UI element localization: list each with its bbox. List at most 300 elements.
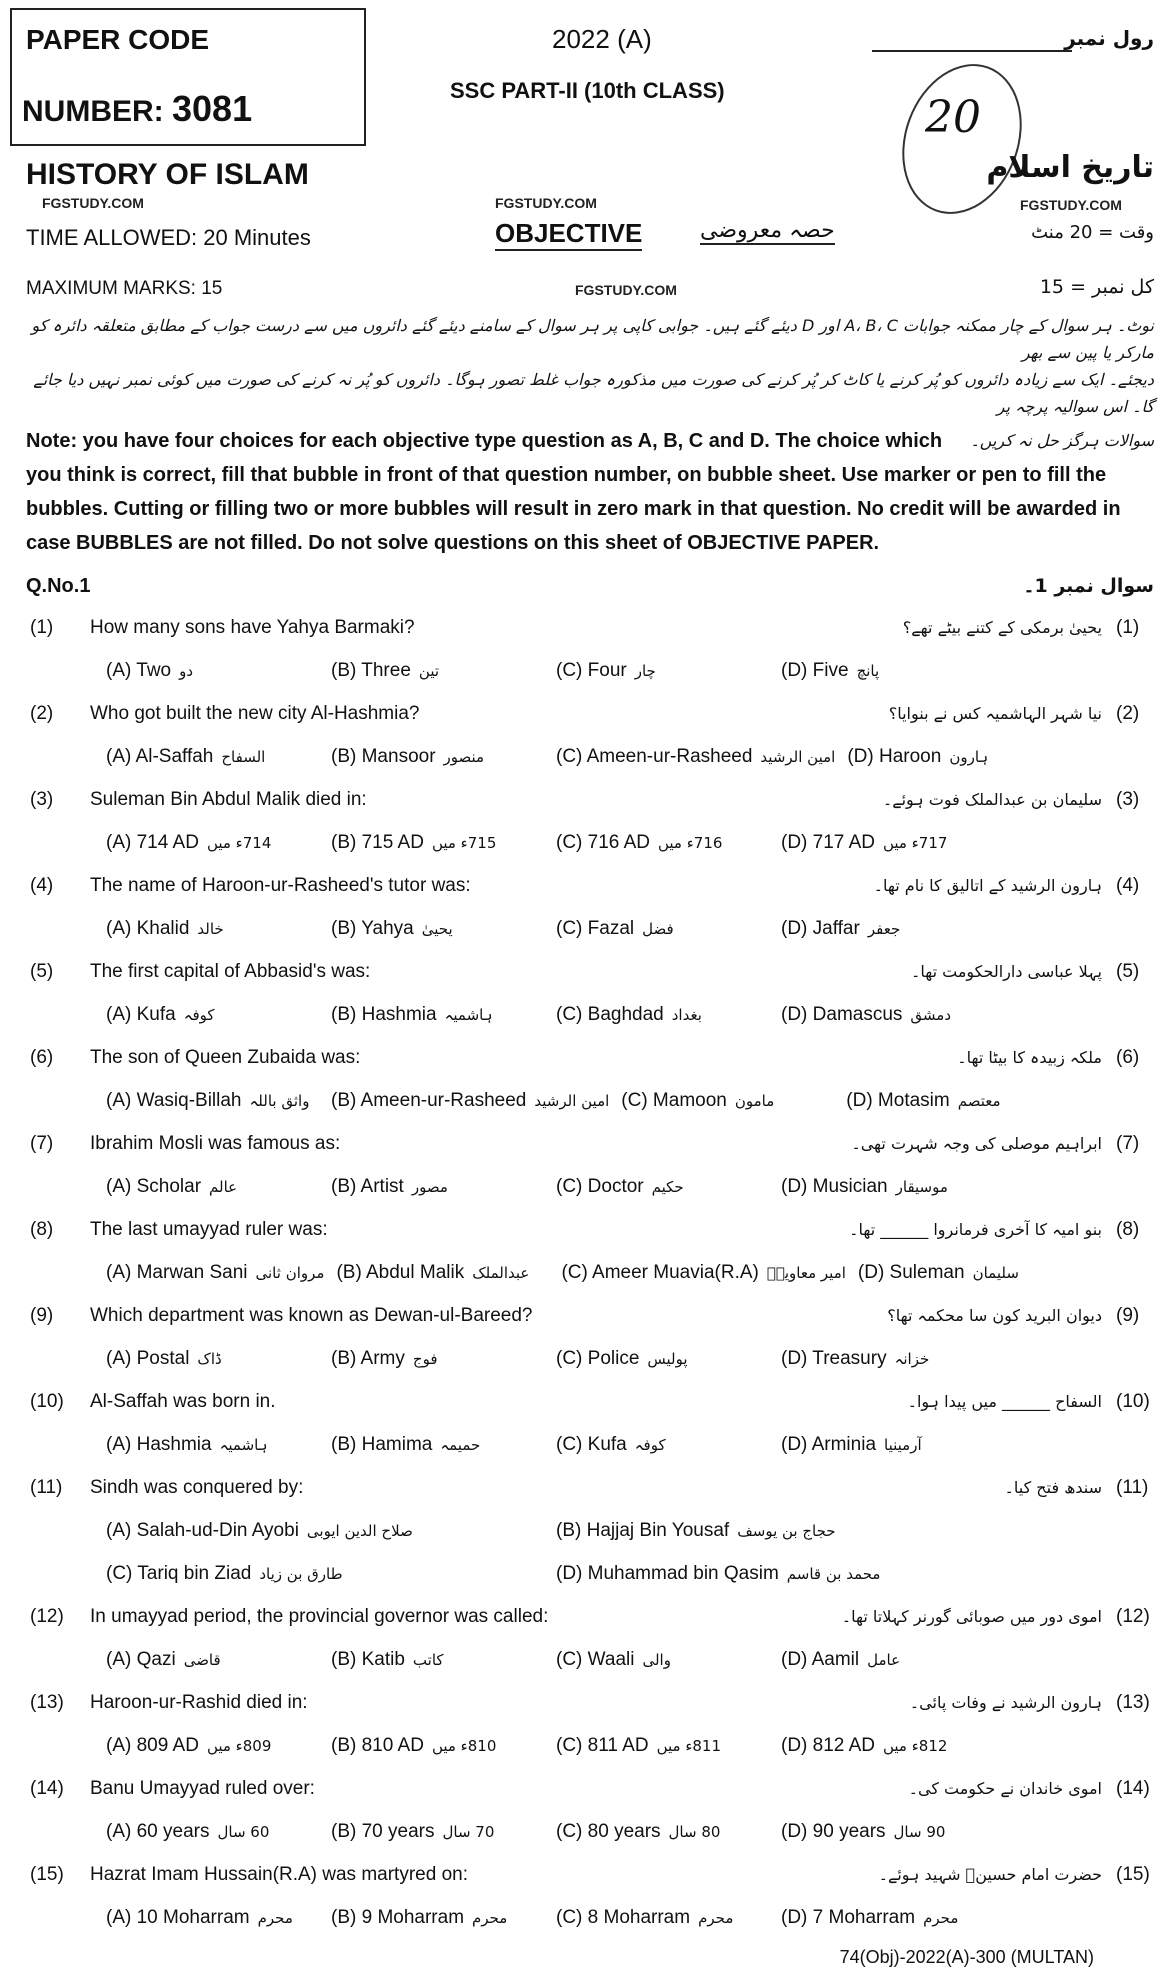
note-english: Note: you have four choices for each objective type question as A, B, C and D. The choice which you think is correct, fill that bubble in front of that question number, on bubble sheet. Use marker or pen to fill the bubbles. Cutting or filling two or more bubbles will result in zero mark in that question. No credit will be awarded in case BUBBLES are not filled. Do not solve questions on this sheet of OBJECTIVE PAPER. (26, 430, 1121, 554)
option-text: (B) Artist (331, 1175, 404, 1197)
question-number: (4) (30, 874, 54, 896)
question-row (0, 1294, 1174, 1337)
option-text: (D) Arminia (781, 1433, 877, 1455)
answer-option (556, 1004, 781, 1026)
answer-option (556, 1563, 1006, 1585)
question-item (0, 950, 1174, 1036)
answer-option (106, 660, 331, 682)
option-text: (A) Al-Saffah (106, 745, 214, 767)
note-urdu-2: دیجئے۔ ایک سے زیادہ دائروں کو پُر کرنے یا کاٹ کر پُر کرنے کی صورت میں مذکورہ جواب غلط تصور ہوگا۔ دائروں کو پُر نہ کرنے کی صورت میں کوئی نمبر نہیں دیا جائے گا۔ اس سوالیہ پرچہ پر (33, 370, 1154, 416)
note-urdu-3: سوالات ہرگز حل نہ کریں۔ (970, 431, 1154, 450)
option-text: (D) Motasim (846, 1089, 950, 1111)
question-item (0, 1595, 1174, 1681)
option-text: (D) Jaffar (781, 917, 860, 939)
option-text-urdu: 811ء میں (656, 1736, 722, 1755)
question-item (0, 1681, 1174, 1767)
answer-option (847, 746, 1072, 768)
question-text: In umayyad period, the provincial governor was called: (90, 1605, 549, 1627)
option-text-urdu: محرم (472, 1908, 508, 1927)
watermark: FGSTUDY.COM (575, 282, 677, 298)
answer-option (621, 1090, 846, 1112)
footer-code: 74(Obj)-2022(A)-300 (MULTAN) (839, 1947, 1094, 1967)
answer-option (556, 1176, 781, 1198)
class: SSC PART-II (10th CLASS) (450, 78, 725, 103)
question-item (0, 778, 1174, 864)
option-text: (D) 812 AD (781, 1734, 875, 1756)
question-text-urdu: ہارون الرشید نے وفات پائی۔ (909, 1693, 1102, 1712)
answer-option (106, 1348, 331, 1370)
question-text: Banu Umayyad ruled over: (90, 1777, 315, 1799)
option-text: (D) Aamil (781, 1648, 860, 1670)
options-row (0, 1251, 1174, 1294)
question-row (0, 606, 1174, 649)
question-row (0, 1595, 1174, 1638)
options-row (0, 1337, 1174, 1380)
option-text-urdu: ہارون (949, 747, 989, 766)
answer-option (331, 1649, 556, 1671)
question-text: The son of Queen Zubaida was: (90, 1046, 361, 1068)
answer-option (106, 918, 331, 940)
question-number-right: (8) (1116, 1218, 1140, 1240)
option-text-urdu: امین الرشید (760, 747, 836, 766)
option-text: (C) Four (556, 659, 627, 681)
answer-option (106, 1907, 331, 1929)
answer-option (106, 1004, 331, 1026)
question-row (0, 1036, 1174, 1079)
number-label: NUMBER: (22, 95, 164, 128)
question-row (0, 1208, 1174, 1251)
question-heading-row (26, 566, 1154, 606)
option-text-urdu: والی (642, 1650, 671, 1669)
option-text-urdu: عبدالملک (472, 1263, 530, 1282)
option-text: (D) 717 AD (781, 831, 875, 853)
option-text: (D) 90 years (781, 1820, 886, 1842)
question-number-right: (12) (1116, 1605, 1150, 1627)
question-heading-urdu: سوال نمبر 1۔ (1023, 575, 1154, 597)
answer-option (106, 1090, 331, 1112)
option-text: (D) Damascus (781, 1003, 903, 1025)
answer-option (336, 1262, 561, 1284)
option-text-urdu: فضل (642, 919, 674, 938)
option-text-urdu: قاضی (183, 1650, 221, 1669)
option-text-urdu: دو (179, 661, 194, 680)
answer-option (106, 1649, 331, 1671)
option-text: (A) Salah-ud-Din Ayobi (106, 1519, 299, 1541)
question-row (0, 1853, 1174, 1896)
answer-option (106, 1735, 331, 1757)
question-list (0, 606, 1174, 1939)
answer-option (106, 1520, 556, 1542)
option-text: (B) 9 Moharram (331, 1906, 465, 1928)
question-number: (10) (30, 1390, 64, 1412)
question-text-urdu: ملکہ زبیدہ کا بیٹا تھا۔ (957, 1048, 1102, 1067)
answer-option (781, 1176, 1006, 1198)
question-text: Suleman Bin Abdul Malik died in: (90, 788, 367, 810)
option-text: (A) Scholar (106, 1175, 202, 1197)
option-text-urdu: عالم (209, 1177, 238, 1196)
option-text: (A) Kufa (106, 1003, 176, 1025)
question-number-right: (5) (1116, 960, 1140, 982)
option-text: (C) 716 AD (556, 831, 650, 853)
question-row (0, 1380, 1174, 1423)
question-number-right: (6) (1116, 1046, 1140, 1068)
question-text-urdu: حضرت امام حسینؓ شہید ہوئے۔ (878, 1865, 1102, 1884)
options-row (0, 907, 1174, 950)
objective-label: OBJECTIVE (495, 218, 642, 251)
question-text: Which department was known as Dewan-ul-Bareed? (90, 1304, 533, 1326)
answer-option (331, 1907, 556, 1929)
note-block (26, 424, 1154, 560)
question-text: Ibrahim Mosli was famous as: (90, 1132, 341, 1154)
watermark: FGSTUDY.COM (1020, 197, 1122, 213)
answer-option (781, 1907, 1006, 1929)
question-number-right: (11) (1116, 1476, 1149, 1498)
option-text-urdu: 90 سال (893, 1822, 946, 1841)
answer-option (556, 1649, 781, 1671)
option-text: (D) 7 Moharram (781, 1906, 916, 1928)
answer-option (781, 1004, 1006, 1026)
option-text: (B) Army (331, 1347, 405, 1369)
question-number-right: (4) (1116, 874, 1140, 896)
question-item (0, 1466, 1174, 1595)
question-text: Hazrat Imam Hussain(R.A) was martyred on: (90, 1863, 468, 1885)
answer-option (331, 1176, 556, 1198)
answer-option (556, 1520, 1006, 1542)
options-row (0, 1638, 1174, 1681)
question-text-urdu: سندھ فتح کیا۔ (1004, 1478, 1102, 1497)
question-item (0, 1208, 1174, 1294)
option-text: (B) 810 AD (331, 1734, 424, 1756)
option-text-urdu: جعفر (867, 919, 901, 938)
question-number-right: (9) (1116, 1304, 1140, 1326)
question-text-urdu: دیوان البرید کون سا محکمہ تھا؟ (887, 1306, 1102, 1325)
answer-option (106, 1563, 556, 1585)
answer-option (556, 1821, 781, 1843)
option-text: (C) Ameen-ur-Rasheed (556, 745, 753, 767)
question-number-right: (3) (1116, 788, 1140, 810)
question-item (0, 1122, 1174, 1208)
question-text-urdu: ہارون الرشید کے اتالیق کا نام تھا۔ (873, 876, 1102, 895)
watermark: FGSTUDY.COM (495, 195, 597, 211)
answer-option (106, 1434, 331, 1456)
options-row (0, 1552, 1174, 1595)
question-number: (15) (30, 1863, 64, 1885)
option-text-urdu: 714ء میں (206, 833, 272, 852)
option-text: (B) Hajjaj Bin Yousaf (556, 1519, 730, 1541)
option-text-urdu: واثق باللہ (249, 1091, 310, 1110)
options-row (0, 735, 1174, 778)
option-text-urdu: ڈاک (197, 1349, 222, 1368)
question-text-urdu: اموی دور میں صوبائی گورنر کہلاتا تھا۔ (841, 1607, 1102, 1626)
time-urdu: وقت = 20 منٹ (1031, 222, 1154, 243)
question-number-right: (10) (1116, 1390, 1150, 1412)
option-text: (D) Five (781, 659, 849, 681)
options-row (0, 1079, 1174, 1122)
answer-option (331, 1735, 556, 1757)
question-text-urdu: بنو امیہ کا آخری فرمانروا ______ تھا۔ (849, 1220, 1102, 1239)
question-number-right: (2) (1116, 702, 1140, 724)
answer-option (858, 1262, 1083, 1284)
option-text-urdu: عامل (867, 1650, 901, 1669)
question-item (0, 1380, 1174, 1466)
question-text-urdu: نیا شہر الہاشمیہ کس نے بنوایا؟ (888, 704, 1102, 723)
option-text: (D) Musician (781, 1175, 888, 1197)
option-text-urdu: حکیم (651, 1177, 684, 1196)
question-number: (8) (30, 1218, 54, 1240)
option-text: (D) Suleman (857, 1261, 965, 1283)
answer-option (556, 832, 781, 854)
option-text-urdu: پولیس (647, 1349, 688, 1368)
option-text-urdu: 60 سال (217, 1822, 270, 1841)
answer-option (781, 1348, 1006, 1370)
answer-option (781, 1649, 1006, 1671)
option-text: (A) Postal (106, 1347, 190, 1369)
option-text-urdu: 70 سال (442, 1822, 495, 1841)
option-text-urdu: امین الرشید (534, 1091, 610, 1110)
option-text: (B) Three (331, 659, 411, 681)
option-text: (B) Mansoor (331, 745, 436, 767)
option-text-urdu: ہاشمیہ (444, 1005, 493, 1024)
question-number-right: (7) (1116, 1132, 1140, 1154)
option-text-urdu: سلیمان (972, 1263, 1019, 1282)
option-text-urdu: 80 سال (668, 1822, 721, 1841)
options-row (0, 1724, 1174, 1767)
option-text-urdu: فوج (412, 1349, 438, 1368)
answer-option (331, 660, 556, 682)
option-text: (D) Muhammad bin Qasim (556, 1562, 779, 1584)
question-number: (13) (30, 1691, 64, 1713)
question-row (0, 1767, 1174, 1810)
question-text-urdu: اموی خاندان نے حکومت کی۔ (908, 1779, 1102, 1798)
option-text: (C) Police (556, 1347, 640, 1369)
option-text-urdu: صلاح الدین ایوبی (306, 1521, 413, 1540)
answer-option (781, 1434, 1006, 1456)
option-text: (D) Haroon (847, 745, 942, 767)
option-text: (B) Ameen-ur-Rasheed (331, 1089, 527, 1111)
answer-option (781, 832, 1006, 854)
option-text: (A) Two (106, 659, 172, 681)
answer-option (331, 832, 556, 854)
option-text: (B) Abdul Malik (336, 1261, 465, 1283)
option-text: (C) Tariq bin Ziad (106, 1562, 252, 1584)
question-text-urdu: یحییٰ برمکی کے کتنے بیٹے تھے؟ (902, 618, 1102, 637)
question-number-right: (1) (1116, 616, 1140, 638)
question-text: Sindh was conquered by: (90, 1476, 304, 1498)
question-item (0, 692, 1174, 778)
option-text-urdu: بغداد (671, 1005, 702, 1024)
answer-option (781, 918, 1006, 940)
options-row (0, 1810, 1174, 1853)
question-row (0, 1466, 1174, 1509)
year: 2022 (A) (552, 24, 652, 54)
question-number: (1) (30, 616, 54, 638)
question-row (0, 692, 1174, 735)
option-text-urdu: کوفہ (634, 1435, 666, 1454)
question-text: The first capital of Abbasid's was: (90, 960, 371, 982)
answer-option (556, 1434, 781, 1456)
option-text-urdu: خالد (197, 919, 224, 938)
question-row (0, 950, 1174, 993)
option-text: (C) Doctor (556, 1175, 644, 1197)
option-text: (A) 10 Moharram (106, 1906, 250, 1928)
option-text-urdu: مصور (411, 1177, 448, 1196)
option-text: (C) Baghdad (556, 1003, 664, 1025)
max-marks: MAXIMUM MARKS: 15 (26, 278, 223, 299)
option-text: (C) Kufa (556, 1433, 627, 1455)
answer-option (556, 1348, 781, 1370)
answer-option (331, 1434, 556, 1456)
question-text: How many sons have Yahya Barmaki? (90, 616, 415, 638)
option-text-urdu: مامون (734, 1091, 775, 1110)
option-text: (B) 70 years (331, 1820, 435, 1842)
answer-option (106, 832, 331, 854)
options-row (0, 993, 1174, 1036)
question-text: The name of Haroon-ur-Rasheed's tutor was: (90, 874, 471, 896)
answer-option (106, 1821, 331, 1843)
option-text: (A) Marwan Sani (106, 1261, 248, 1283)
option-text-urdu: محرم (257, 1908, 293, 1927)
option-text-urdu: ہاشمیہ (219, 1435, 268, 1454)
question-row (0, 864, 1174, 907)
option-text-urdu: حجاج بن یوسف (737, 1521, 836, 1540)
answer-option (556, 660, 781, 682)
option-text-urdu: منصور (443, 747, 485, 766)
option-text-urdu: طارق بن زیاد (259, 1564, 343, 1583)
option-text: (B) 715 AD (331, 831, 424, 853)
option-text-urdu: دمشق (910, 1005, 952, 1024)
question-item (0, 1294, 1174, 1380)
option-text-urdu: موسیقار (895, 1177, 948, 1196)
option-text: (C) Ameer Muavia(R.A) (561, 1261, 759, 1283)
option-text-urdu: 809ء میں (206, 1736, 272, 1755)
option-text: (B) Hamima (331, 1433, 433, 1455)
options-row (0, 1509, 1174, 1552)
question-text-urdu: پہلا عباسی دارالحکومت تھا۔ (910, 962, 1102, 981)
question-number: (5) (30, 960, 54, 982)
answer-option (781, 1735, 1006, 1757)
question-number-right: (13) (1116, 1691, 1150, 1713)
answer-option (556, 1735, 781, 1757)
answer-option (331, 746, 556, 768)
answer-option (331, 1821, 556, 1843)
answer-option (331, 918, 556, 940)
option-text-urdu: معتصم (957, 1091, 1001, 1110)
answer-option (331, 1090, 621, 1112)
question-text: Haroon-ur-Rashid died in: (90, 1691, 308, 1713)
question-number: (14) (30, 1777, 64, 1799)
option-text: (C) 8 Moharram (556, 1906, 691, 1928)
option-text-urdu: تین (418, 661, 440, 680)
option-text: (B) Katib (331, 1648, 405, 1670)
option-text: (B) Hashmia (331, 1003, 437, 1025)
watermark: FGSTUDY.COM (42, 195, 144, 211)
question-number: (3) (30, 788, 54, 810)
option-text: (A) 809 AD (106, 1734, 199, 1756)
option-text: (A) 714 AD (106, 831, 199, 853)
option-text-urdu: حمیمہ (440, 1435, 481, 1454)
option-text: (A) Wasiq-Billah (106, 1089, 242, 1111)
options-row (0, 1165, 1174, 1208)
option-text: (A) Khalid (106, 917, 190, 939)
answer-option (846, 1090, 1071, 1112)
option-text-urdu: یحییٰ (421, 919, 453, 938)
answer-option (556, 1907, 781, 1929)
question-heading: Q.No.1 (26, 574, 91, 597)
option-text: (D) Treasury (781, 1347, 887, 1369)
question-text-urdu: السفاح ______ میں پیدا ہوا۔ (907, 1392, 1102, 1411)
question-row (0, 1681, 1174, 1724)
time-allowed: TIME ALLOWED: 20 Minutes (26, 225, 311, 250)
option-text-urdu: محرم (923, 1908, 959, 1927)
question-row (0, 1122, 1174, 1165)
option-text-urdu: 810ء میں (431, 1736, 497, 1755)
option-text-urdu: محمد بن قاسم (786, 1564, 881, 1583)
option-text-urdu: امیر معاویہؓ (766, 1263, 846, 1282)
option-text-urdu: السفاح (221, 747, 266, 766)
number-value: 3081 (172, 88, 253, 129)
options-row (0, 821, 1174, 864)
answer-option (331, 1348, 556, 1370)
answer-option (331, 1004, 556, 1026)
note-urdu-1: نوٹ۔ ہر سوال کے چار ممکنہ جوابات A، B، C اور D دیئے گئے ہیں۔ جوابی کاپی پر ہر سوال کے سامنے دیئے گئے دائروں میں سے درست جواب کے مطابق متعلقہ دائرہ کو مارکر یا پین سے بھر (31, 316, 1154, 362)
answer-option (556, 746, 847, 768)
option-text: (C) 80 years (556, 1820, 661, 1842)
question-item (0, 606, 1174, 692)
question-item (0, 1036, 1174, 1122)
option-text-urdu: مروان ثانی (255, 1263, 325, 1282)
answer-option (106, 1262, 336, 1284)
option-text-urdu: کوفہ (183, 1005, 215, 1024)
question-text-urdu: سلیمان بن عبدالملک فوت ہوئے۔ (882, 790, 1102, 809)
objective-urdu: حصہ معروضی (700, 218, 835, 243)
question-number: (6) (30, 1046, 54, 1068)
option-text-urdu: 716ء میں (657, 833, 723, 852)
options-row (0, 1423, 1174, 1466)
answer-option (561, 1262, 857, 1284)
paper-code-label: PAPER CODE (26, 24, 210, 55)
option-text-urdu: 717ء میں (882, 833, 948, 852)
question-number-right: (14) (1116, 1777, 1150, 1799)
question-text: The last umayyad ruler was: (90, 1218, 328, 1240)
option-text-urdu: محرم (698, 1908, 734, 1927)
question-number: (2) (30, 702, 54, 724)
question-row (0, 778, 1174, 821)
question-number: (9) (30, 1304, 54, 1326)
question-item (0, 1853, 1174, 1939)
question-item (0, 864, 1174, 950)
subject-urdu: تاریخ اسلام (986, 150, 1154, 185)
max-marks-urdu: کل نمبر = 15 (1039, 276, 1154, 298)
option-text: (C) Waali (556, 1648, 635, 1670)
option-text: (C) Mamoon (621, 1089, 727, 1111)
options-row (0, 649, 1174, 692)
option-text: (A) 60 years (106, 1820, 210, 1842)
option-text-urdu: پانچ (856, 661, 880, 680)
option-text-urdu: چار (634, 661, 656, 680)
question-number: (12) (30, 1605, 64, 1627)
answer-option (106, 746, 331, 768)
question-item (0, 1767, 1174, 1853)
option-text: (C) Fazal (556, 917, 635, 939)
option-text: (B) Yahya (331, 917, 414, 939)
option-text-urdu: 812ء میں (882, 1736, 948, 1755)
question-text: Who got built the new city Al-Hashmia? (90, 702, 420, 724)
question-text-urdu: ابراہیم موصلی کی وجہ شہرت تھی۔ (851, 1134, 1102, 1153)
answer-option (781, 1821, 1006, 1843)
option-text-urdu: کاتب (412, 1650, 444, 1669)
answer-option (556, 918, 781, 940)
option-text: (A) Hashmia (106, 1433, 212, 1455)
